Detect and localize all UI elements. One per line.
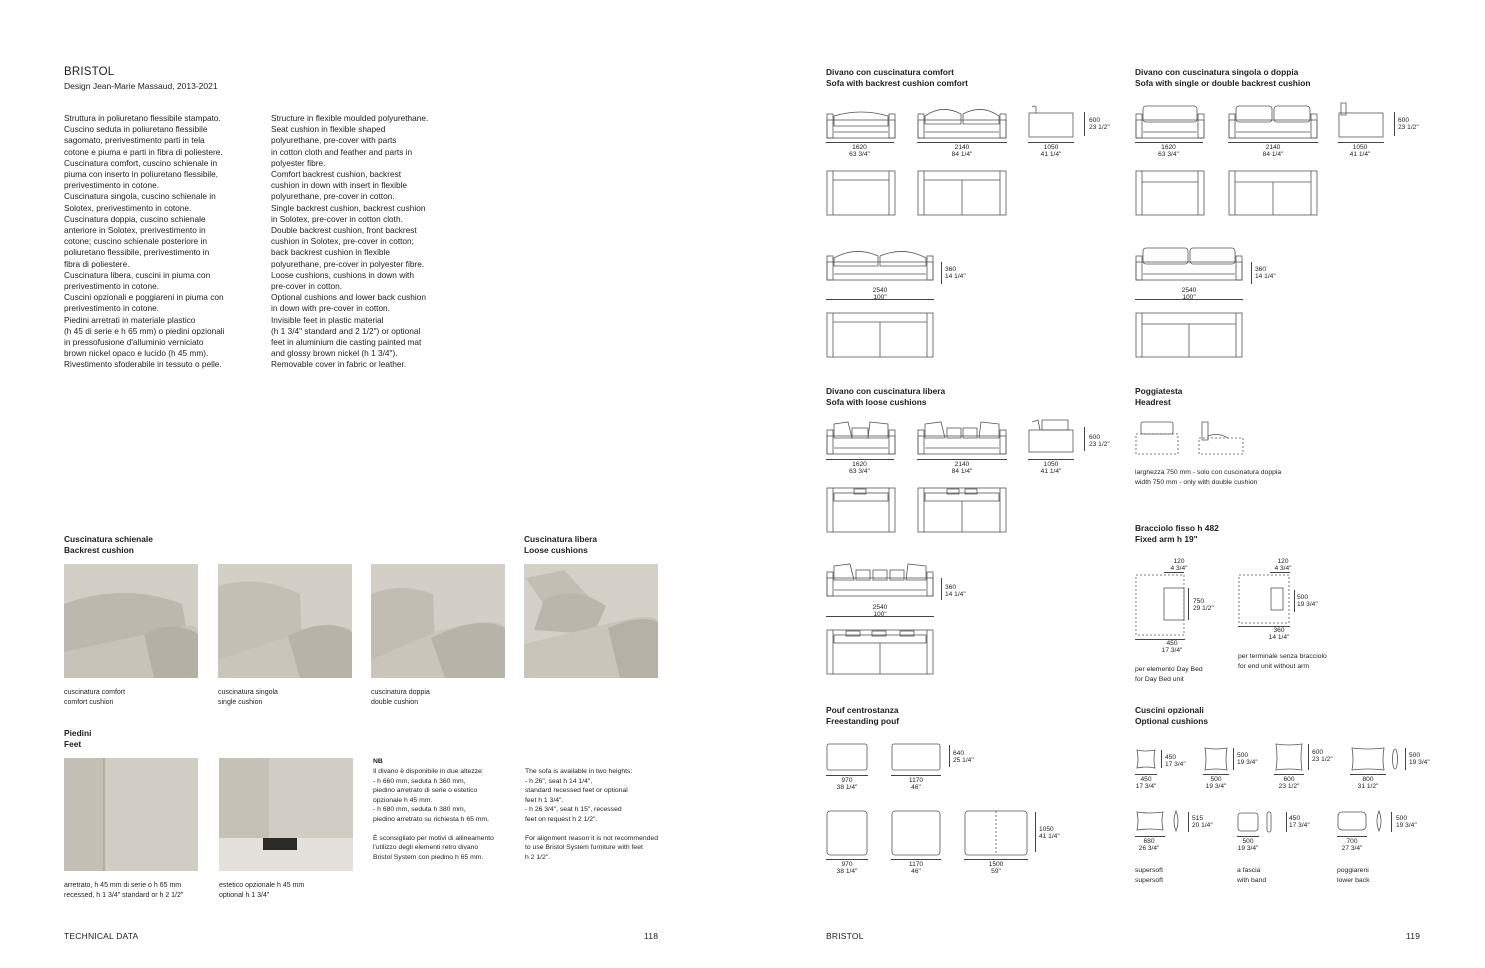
arm-dim-depth-1: 450 17 3/4" [1161, 640, 1183, 655]
single-sofa-2540-plan-drawing [1135, 312, 1243, 358]
dim-line [1294, 590, 1295, 612]
dim-line [1338, 142, 1384, 143]
headrest-side-drawing [1198, 420, 1246, 458]
comfort-sofa-2140-front-drawing [917, 102, 1007, 140]
dim-line [1233, 748, 1234, 770]
cushion-band-drawing [1237, 812, 1259, 832]
cushion-dim-600-w: 600 23 1/2" [1278, 776, 1300, 791]
dim-line [1188, 812, 1189, 832]
feet-heading: Piedini Feet [64, 728, 92, 749]
cushion-dim-515: 515 20 1/4" [1192, 815, 1213, 830]
feet-caption-optional: estetico opzionale h 45 mm optional h 1 3/4" [219, 882, 305, 899]
pouf-1500-plan-drawing [964, 810, 1028, 856]
dim-line [1135, 142, 1203, 143]
cushion-600-drawing [1274, 742, 1304, 772]
pouf-970-plan-drawing [826, 810, 868, 856]
page-number-left: 118 [644, 931, 659, 941]
dim-depth-1050: 1050 41 1/4" [1040, 144, 1062, 159]
pouf-1170-plan-drawing [891, 810, 941, 856]
arm-dim-height-1: 750 29 1/2" [1193, 598, 1214, 613]
photo-caption-single: cuscinatura singola single cushion [218, 689, 278, 706]
cushion-500-drawing [1203, 746, 1229, 772]
dim-seat-360: 360 14 1/4" [1255, 266, 1276, 281]
cushion-lowerback-side-drawing [1375, 810, 1383, 832]
cushion-dim-500-lowerback: 500 19 3/4" [1396, 815, 1417, 830]
dim-line [1350, 774, 1386, 775]
dim-line [1286, 812, 1287, 832]
dim-line [1135, 299, 1243, 300]
loose-cushions-photo [524, 564, 658, 678]
loose-sofa-2140-front-drawing [917, 418, 1007, 456]
cushion-lowerback-drawing [1337, 810, 1367, 832]
nb-label: NB [373, 758, 383, 765]
loose-sofa-2140-plan-drawing [917, 487, 1007, 533]
recessed-feet-photo [64, 758, 198, 871]
dim-line [1391, 812, 1392, 832]
pouf-dim-640: 640 25 1/4" [953, 750, 974, 765]
loose-sofa-1620-front-drawing [826, 418, 896, 456]
feet-caption-recessed: arretrato, h 45 mm di serie o h 65 mm recessed, h 1 3/4" standard or h 2 1/2" [64, 882, 184, 899]
dim-line [826, 775, 868, 776]
dim-line [1337, 836, 1367, 837]
dim-line [891, 775, 941, 776]
comfort-sofa-1620-front-drawing [826, 106, 896, 140]
loose-sofa-2540-front-drawing [826, 560, 934, 598]
photo-caption-double: cuscinatura doppia double cushion [371, 689, 430, 706]
cushion-800-drawing [1350, 746, 1386, 772]
dim-width-1620: 1620 63 3/4" [849, 144, 870, 159]
dim-line [1308, 744, 1309, 770]
note-italian: Il divano è disponibile in due altezze: - h 660 mm, seduta h 360 mm, piedino arretrato di serie o estetico opzionale h 45 mm. - h 680 mm, seduta h 380 mm, piedino arretrato su richiesta h 65 mm. È sconsigliato per motivi di allineamento l'utilizzo degli elementi retro divano Bristol System con piedino h 65 mm. [373, 768, 494, 861]
footer-product-label: BRISTOL [826, 931, 864, 941]
cushion-dim-800-h: 500 19 3/4" [1409, 752, 1430, 767]
comfort-cushion-photo [64, 564, 198, 678]
comfort-sofa-2540-front-drawing [826, 244, 934, 282]
dim-depth-600: 600 23 1/2" [1398, 117, 1419, 132]
cushion-dim-680: 680 26 3/4" [1138, 838, 1160, 853]
description-italian: Struttura in poliuretano flessibile stampato. Cuscino seduta in poliuretano flessibile sagomato, prerivestimento parti in tela cotone e piuma e parti in fibra di poliestere. Cuscinatura comfort, cuscino schienale in piuma con inserto in poliuretano flessibile, prerivestimento in cotone. Cuscinatura singola, cuscino schienale in Solotex, prerivestimento in cotone. Cuscinatura doppia, cuscino schienale anteriore in Solotex, prerivestimento in cotone; cuscino schienale posteriore in poliuretano flessibile, prerivestimento in fibra di poliestere. Cuscinatura libera, cuscini in piuma con prerivestimento in cotone. Cuscini opzionali e poggiareni in piuma con prerivestimento in cotone. Piedini arretrati in materiale plastico (h 45 di serie e h 65 mm) o piedini opzionali in pressofusione d'alluminio verniciato brown nickel opaco e lucido (h 45 mm). Rivestimento sfoderabile in tessuto o pelle. [64, 113, 225, 370]
pouf-970-front-drawing [826, 742, 868, 772]
cushion-dim-800-w: 800 31 1/2" [1357, 776, 1379, 791]
loose-sofa-1620-plan-drawing [826, 487, 896, 533]
dim-width-2140: 2140 84 1/4" [951, 461, 973, 476]
dim-width-1620: 1620 63 3/4" [1158, 144, 1179, 159]
dim-line [1251, 262, 1252, 284]
dim-line [1188, 588, 1189, 620]
dim-line [1237, 836, 1259, 837]
dim-line [941, 578, 942, 600]
dim-line [826, 459, 894, 460]
dim-line [1135, 836, 1165, 837]
cushion-caption-band: a fascia with band [1237, 867, 1267, 884]
cushion-800-side-drawing [1392, 748, 1398, 770]
dim-line [826, 859, 868, 860]
arm-dim-height-2: 500 19 3/4" [1297, 594, 1318, 609]
page-number-right: 119 [1406, 931, 1421, 941]
dim-line [1028, 142, 1074, 143]
comfort-sofa-side-drawing [1028, 105, 1078, 139]
cushion-dim-500-w: 500 19 3/4" [1205, 776, 1227, 791]
dim-width-2140: 2140 84 1/4" [1262, 144, 1284, 159]
dim-line [1028, 459, 1074, 460]
daybed-arm-plan-drawing [1135, 574, 1185, 636]
loose-sofa-heading: Divano con cuscinatura libera Sofa with loose cushions [826, 386, 946, 407]
pouf-heading: Pouf centrostanza Freestanding pouf [826, 705, 900, 726]
pouf-dim-1500: 1500 59" [988, 861, 1004, 876]
dim-line [1405, 748, 1406, 770]
optional-feet-photo [219, 758, 353, 871]
pouf-dim-1050: 1050 41 1/4" [1039, 826, 1060, 841]
page-title: BRISTOL [64, 66, 115, 78]
pouf-dim-1170-plan: 1170 46" [908, 861, 924, 876]
single-sofa-2140-plan-drawing [1228, 170, 1318, 216]
cushion-dim-700: 700 27 3/4" [1341, 838, 1363, 853]
arm-dim-width-2: 120 4 3/4" [1274, 558, 1292, 573]
loose-sofa-side-drawing [1028, 418, 1078, 454]
headrest-heading: Poggiatesta Headrest [1135, 386, 1183, 407]
cushion-supersoft-drawing [1135, 810, 1165, 832]
cushion-dim-600-h: 600 23 1/2" [1312, 749, 1333, 764]
dim-width-2540: 2540 100" [872, 287, 888, 302]
dim-line [826, 299, 934, 300]
comfort-sofa-heading: Divano con cuscinatura comfort Sofa with backrest cushion comfort [826, 67, 968, 88]
dim-line [1203, 774, 1229, 775]
cushion-band-side-drawing [1266, 811, 1272, 833]
cushion-dim-450-band: 450 17 3/4" [1289, 815, 1310, 830]
dim-line [1228, 142, 1318, 143]
dim-width-2540: 2540 100" [872, 604, 888, 619]
comfort-sofa-2540-plan-drawing [826, 312, 934, 358]
dim-line [1035, 812, 1036, 852]
dim-depth-600: 600 23 1/2" [1089, 434, 1110, 449]
dim-seat-360: 360 14 1/4" [945, 584, 966, 599]
photo-caption-comfort: cuscinatura comfort comfort cushion [64, 689, 126, 706]
dim-line [917, 142, 1007, 143]
dim-line [1084, 112, 1085, 136]
cushion-caption-supersoft: supersoft supersoft [1135, 867, 1163, 884]
arm-dim-depth-2: 360 14 1/4" [1268, 627, 1290, 642]
dim-line [1394, 112, 1395, 136]
dim-line [964, 859, 1028, 860]
loose-cushion-heading: Cuscinatura libera Loose cushions [524, 534, 598, 555]
dim-width-1620: 1620 63 3/4" [849, 461, 870, 476]
single-cushion-photo [218, 564, 352, 678]
dim-line [1161, 750, 1162, 768]
dim-line [891, 859, 941, 860]
pouf-dim-970: 970 38 1/4" [836, 777, 858, 792]
dim-line [1135, 639, 1185, 640]
dim-width-2540: 2540 100" [1181, 287, 1197, 302]
dim-line [1084, 427, 1085, 451]
end-unit-arm-plan-drawing [1238, 574, 1290, 624]
optional-cushions-heading: Cuscini opzionali Optional cushions [1135, 705, 1209, 726]
single-sofa-side-drawing [1338, 103, 1388, 139]
arm-dim-width-1: 120 4 3/4" [1170, 558, 1188, 573]
dim-depth-600: 600 23 1/2" [1089, 117, 1110, 132]
dim-line [1164, 572, 1184, 573]
fixed-arm-heading: Bracciolo fisso h 482 Fixed arm h 19" [1135, 523, 1219, 544]
single-double-sofa-heading: Divano con cuscinatura singola o doppia Sofa with single or double backrest cushion [1135, 67, 1311, 88]
cushion-450-drawing [1135, 748, 1157, 770]
backrest-cushion-heading: Cuscinatura schienale Backrest cushion [64, 534, 153, 555]
loose-sofa-2540-plan-drawing [826, 629, 934, 675]
pouf-1170-front-drawing [891, 742, 941, 772]
arm-caption-daybed: per elemento Day Bed for Day Bed unit [1135, 666, 1203, 683]
comfort-sofa-2140-plan-drawing [917, 170, 1007, 216]
double-cushion-photo [371, 564, 505, 678]
dim-line [1238, 626, 1290, 627]
headrest-note: larghezza 750 mm - solo con cuscinatura doppia width 750 mm - only with double cushion [1135, 469, 1282, 486]
cushion-dim-500-band: 500 19 3/4" [1237, 838, 1259, 853]
cushion-supersoft-side-drawing [1172, 810, 1180, 832]
footer-section-label: TECHNICAL DATA [64, 931, 139, 941]
dim-line [941, 262, 942, 284]
single-sofa-2540-front-drawing [1135, 244, 1243, 282]
designer-credit: Design Jean-Marie Massaud, 2013-2021 [64, 81, 218, 91]
description-english: Structure in flexible moulded polyurethane. Seat cushion in flexible shaped polyurethane, pre-cover with parts in cotton cloth and feather and parts in polyester fibre. Comfort backrest cushion, backrest cushion in down with insert in flexible polyurethane, pre-cover in cotton. Single backrest cushion, backrest cushion in Solotex, pre-cover in cotton cloth. Double backrest cushion, front backrest cushion in Solotex, pre-cover in cotton; back backrest cushion in flexible polyurethane, pre-cover in polyester fibre. Loose cushions, cushions in down with pre-cover in cotton. Optional cushions and lower back cushion in down with pre-cover in cotton. Invisible feet in plastic material (h 1 3/4" standard and 2 1/2") or optional feet in aluminium die casting painted mat and glossy brown nickel (h 1 3/4"). Removable cover in fabric or leather. [271, 113, 429, 370]
pouf-dim-1170: 1170 46" [908, 777, 924, 792]
comfort-sofa-1620-plan-drawing [826, 170, 896, 216]
cushion-dim-500-h: 500 19 3/4" [1237, 752, 1258, 767]
dim-seat-360: 360 14 1/4" [945, 266, 966, 281]
dim-line [917, 459, 1007, 460]
dim-line [826, 142, 894, 143]
dim-width-2140: 2140 84 1/4" [951, 144, 973, 159]
dim-depth-1050: 1050 41 1/4" [1349, 144, 1371, 159]
dim-line [826, 616, 934, 617]
dim-line [1274, 774, 1304, 775]
single-sofa-1620-front-drawing [1135, 102, 1205, 140]
dim-line [949, 745, 950, 767]
cushion-caption-lowerback: poggiareni lower back [1337, 867, 1370, 884]
note-english: The sofa is available in two heights: - h 26", seat h 14 1/4", standard recessed feet or optional feet h 1 3/4". - h 26 3/4", seat h 15", recessed feet on request h 2 1/2". For alignment reason it is not recommended to use Bristol System furniture with feet h 2 1/2". [525, 768, 658, 861]
arm-caption-end-unit: per terminale senza bracciolo for end unit without arm [1238, 653, 1327, 670]
cushion-dim-450-w: 450 17 3/4" [1135, 776, 1157, 791]
cushion-dim-450-h: 450 17 3/4" [1165, 754, 1186, 769]
single-sofa-2140-front-drawing [1228, 102, 1318, 140]
dim-line [1270, 572, 1290, 573]
pouf-dim-970-plan: 970 38 1/4" [836, 861, 858, 876]
dim-depth-1050: 1050 41 1/4" [1040, 461, 1062, 476]
headrest-front-drawing [1135, 420, 1179, 458]
dim-line [1135, 774, 1157, 775]
single-sofa-1620-plan-drawing [1135, 170, 1205, 216]
